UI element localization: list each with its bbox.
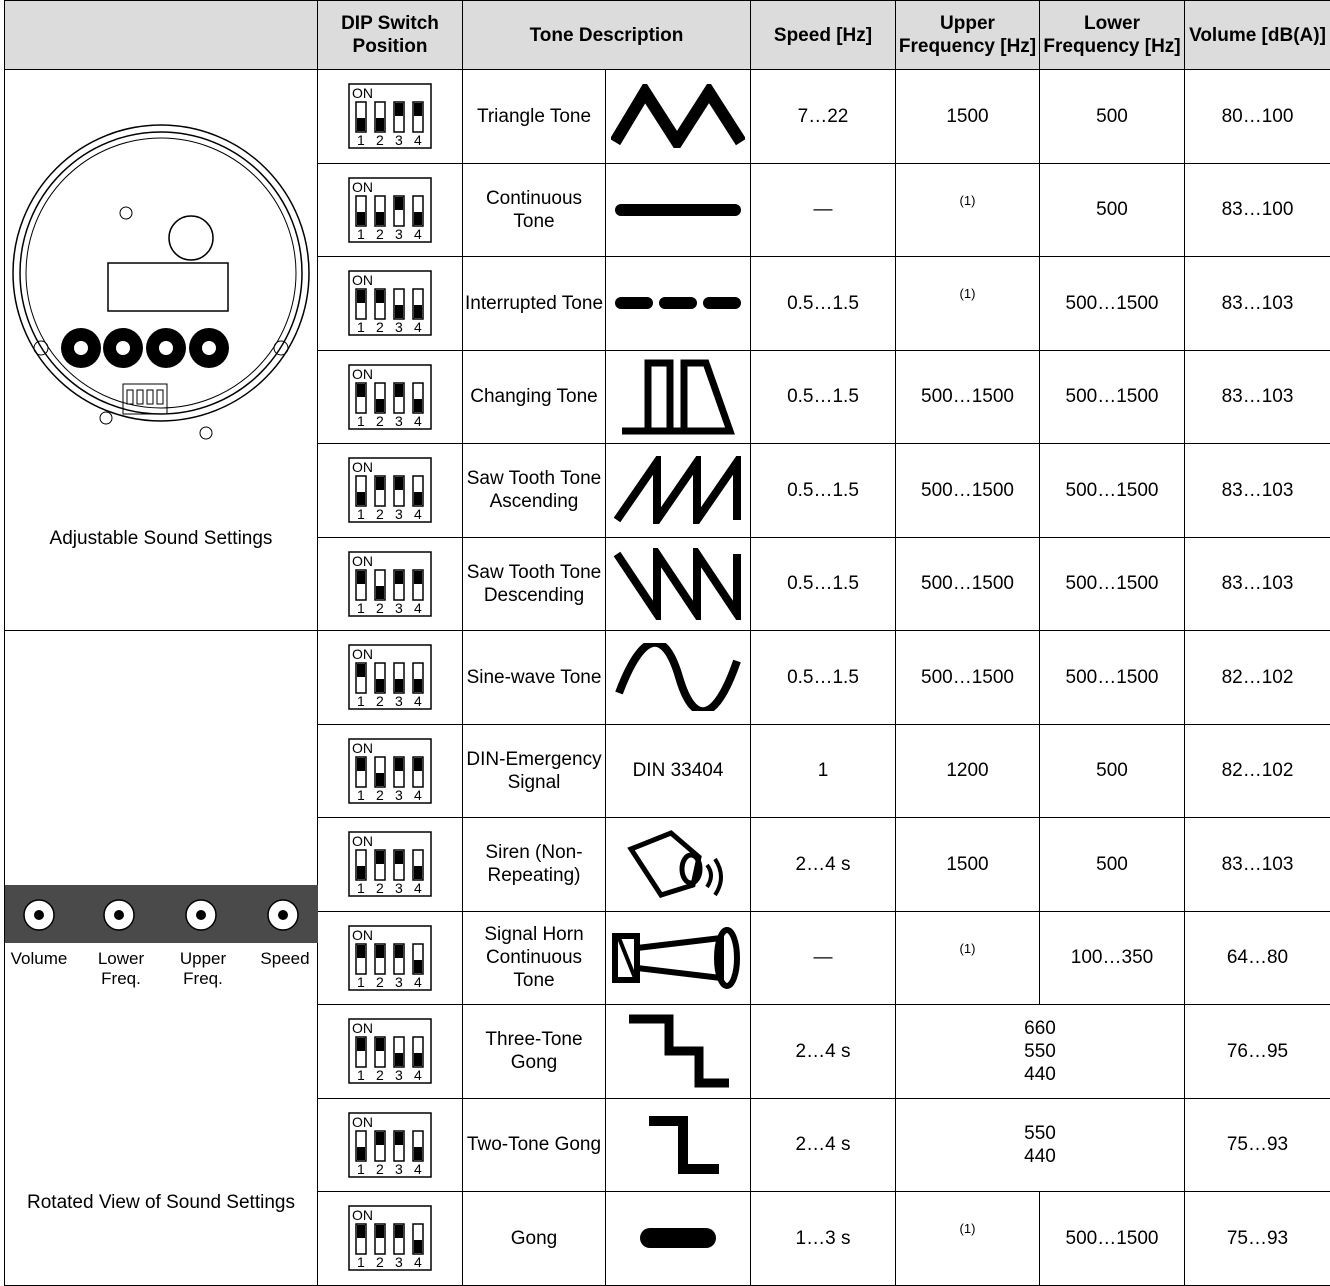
dip-switch-number: 4 — [414, 413, 422, 429]
dip-switch-icon — [348, 925, 432, 991]
dip-switch-knob — [357, 1225, 365, 1238]
lower-frequency-value: 500 — [1040, 724, 1185, 818]
dip-switch-number: 2 — [376, 600, 384, 616]
speed-value: 0.5…1.5 — [751, 257, 896, 351]
dip-switch-knob — [414, 399, 422, 412]
dip-on-label: ON — [352, 1207, 373, 1223]
volume-value: 64…80 — [1185, 911, 1330, 1005]
speed-value: — — [751, 911, 896, 1005]
knob-label-lower-freq: Lower Freq. — [89, 949, 153, 989]
continuous-wave-icon — [606, 163, 751, 257]
header-tone-description: Tone Description — [463, 1, 751, 70]
dip-switch-number: 2 — [376, 413, 384, 429]
three-tone-gong-icon — [606, 1005, 751, 1099]
dip-switch-number: 1 — [357, 1254, 365, 1270]
upper-frequency-value: 1500 — [896, 818, 1040, 912]
potentiometer-row — [61, 328, 229, 368]
tone-name: Interrupted Tone — [463, 257, 606, 351]
din-standard-label: DIN 33404 — [606, 724, 751, 818]
lower-frequency-value: 500…1500 — [1040, 631, 1185, 725]
volume-value: 75…93 — [1185, 1192, 1330, 1286]
dip-switch-number: 2 — [376, 787, 384, 803]
dip-switch-number: 1 — [357, 880, 365, 896]
footnote-marker: (1) — [960, 1221, 976, 1236]
tone-table — [4, 0, 1330, 1286]
dip-switch-number: 4 — [414, 600, 422, 616]
dip-switch-number: 3 — [395, 974, 403, 990]
volume-value: 83…103 — [1185, 257, 1330, 351]
upper-frequency-value: 1500 — [896, 70, 1040, 164]
dip-switch-knob — [395, 851, 403, 864]
tone-name: Changing Tone — [463, 350, 606, 444]
header-dip-position: DIP Switch Position — [318, 1, 463, 70]
lower-frequency-value: 500…1500 — [1040, 257, 1185, 351]
dip-switch-knob — [376, 1225, 384, 1238]
sine-wave-icon — [606, 631, 751, 725]
dip-switch-cell — [318, 444, 463, 538]
dip-switch-number: 3 — [395, 319, 403, 335]
dip-switch-knob — [357, 945, 365, 958]
dip-switch-number: 3 — [395, 1067, 403, 1083]
dip-switch-number: 3 — [395, 693, 403, 709]
dip-switch-number: 4 — [414, 974, 422, 990]
volume-value: 83…103 — [1185, 444, 1330, 538]
upper-frequency-value — [896, 257, 1040, 351]
lower-frequency-value: 100…350 — [1040, 911, 1185, 1005]
dip-switch-knob — [357, 571, 365, 584]
tone-name: Continuous Tone — [463, 163, 606, 257]
volume-value: 83…103 — [1185, 537, 1330, 631]
dip-on-label: ON — [352, 1114, 373, 1130]
dip-switch-number: 4 — [414, 1161, 422, 1177]
dip-switch-knob — [357, 212, 365, 225]
volume-value: 83…100 — [1185, 163, 1330, 257]
dip-switch-number: 1 — [357, 787, 365, 803]
upper-frequency-value: 500…1500 — [896, 350, 1040, 444]
speed-value: 1 — [751, 724, 896, 818]
dip-switch-knob — [376, 212, 384, 225]
volume-value: 76…95 — [1185, 1005, 1330, 1099]
dip-switch-number: 2 — [376, 974, 384, 990]
dip-on-label: ON — [352, 1020, 373, 1036]
sawtooth-descending-icon — [606, 537, 751, 631]
dip-switch-number: 2 — [376, 880, 384, 896]
dip-switch-cell — [318, 163, 463, 257]
rotated-settings-cell — [5, 631, 318, 1286]
gong-frequency: 440 — [896, 1063, 1184, 1086]
knob-label-upper-freq: Upper Freq. — [171, 949, 235, 989]
dip-switch-knob — [414, 866, 422, 879]
dip-switch-number: 1 — [357, 506, 365, 522]
speed-value: 2…4 s — [751, 1005, 896, 1099]
dip-switch-knob — [414, 960, 422, 973]
dip-switch-knob — [376, 1038, 384, 1051]
dip-switch-icon — [348, 177, 432, 243]
dip-switch-knob — [414, 492, 422, 505]
dip-switch-icon — [348, 83, 432, 149]
speed-value: 0.5…1.5 — [751, 350, 896, 444]
header-blank — [5, 1, 318, 70]
dip-switch-knob — [376, 118, 384, 131]
upper-frequency-value: 500…1500 — [896, 537, 1040, 631]
dip-switch-knob — [395, 1053, 403, 1066]
header-speed: Speed [Hz] — [751, 1, 896, 70]
lower-frequency-value: 500…1500 — [1040, 444, 1185, 538]
gong-frequencies — [896, 1098, 1185, 1192]
dip-on-label: ON — [352, 179, 373, 195]
volume-value: 82…102 — [1185, 724, 1330, 818]
volume-value: 80…100 — [1185, 70, 1330, 164]
upper-frequency-value — [896, 1192, 1040, 1286]
dip-switch-cell — [318, 911, 463, 1005]
dip-switch-cell — [318, 350, 463, 444]
dip-switch-number: 4 — [414, 880, 422, 896]
tone-name: Gong — [463, 1192, 606, 1286]
volume-value: 75…93 — [1185, 1098, 1330, 1192]
dip-switch-number: 3 — [395, 413, 403, 429]
changing-wave-icon — [606, 350, 751, 444]
dip-switch-knob — [395, 679, 403, 692]
dip-on-label: ON — [352, 740, 373, 756]
tone-name: Triangle Tone — [463, 70, 606, 164]
upper-frequency-value: 500…1500 — [896, 631, 1040, 725]
dip-switch-number: 3 — [395, 506, 403, 522]
upper-frequency-value: 500…1500 — [896, 444, 1040, 538]
dip-switch-knob — [357, 664, 365, 677]
dip-switch-number: 1 — [357, 413, 365, 429]
dip-switch-number: 1 — [357, 693, 365, 709]
tone-name: Saw Tooth Tone Descending — [463, 537, 606, 631]
rotated-view-caption: Rotated View of Sound Settings — [5, 1191, 317, 1214]
dip-switch-knob — [376, 399, 384, 412]
dip-switch-knob — [414, 758, 422, 771]
dip-switch-knob — [395, 197, 403, 210]
dip-on-label: ON — [352, 85, 373, 101]
dip-switch-knob — [357, 758, 365, 771]
dip-switch-knob — [395, 305, 403, 318]
dip-switch-knob — [414, 679, 422, 692]
dip-switch-knob — [414, 305, 422, 318]
gong-icon — [606, 1192, 751, 1286]
dip-switch-knob — [395, 1225, 403, 1238]
dip-switch-knob — [414, 1053, 422, 1066]
dip-switch-icon — [348, 1205, 432, 1271]
dip-switch-knob — [376, 1132, 384, 1145]
speed-value: 2…4 s — [751, 1098, 896, 1192]
dip-on-label: ON — [352, 553, 373, 569]
knob-label-speed: Speed — [253, 949, 317, 969]
dip-switch-cell — [318, 631, 463, 725]
dip-switch-knob — [376, 679, 384, 692]
dip-switch-knob — [357, 866, 365, 879]
dip-switch-knob — [357, 290, 365, 303]
gong-frequency: 550 — [896, 1122, 1184, 1145]
dip-switch-number: 4 — [414, 1254, 422, 1270]
dip-on-label: ON — [352, 272, 373, 288]
dip-switch-icon — [348, 1018, 432, 1084]
gong-frequency: 550 — [896, 1040, 1184, 1063]
siren-icon — [606, 818, 751, 912]
tone-name: Sine-wave Tone — [463, 631, 606, 725]
tone-name: Signal Horn Continuous Tone — [463, 911, 606, 1005]
volume-value: 82…102 — [1185, 631, 1330, 725]
dip-switch-knob — [414, 1147, 422, 1160]
dip-switch-number: 4 — [414, 787, 422, 803]
signal-horn-icon — [606, 911, 751, 1005]
device-top-view-image — [11, 88, 311, 458]
dip-switch-icon — [348, 644, 432, 710]
header-volume: Volume [dB(A)] — [1185, 1, 1330, 70]
dip-on-label: ON — [352, 646, 373, 662]
dip-switch-knob — [357, 118, 365, 131]
dip-switch-knob — [376, 773, 384, 786]
speed-value: 1…3 s — [751, 1192, 896, 1286]
dip-switch-icon — [348, 831, 432, 897]
dip-switch-knob — [395, 477, 403, 490]
dip-switch-cell — [318, 724, 463, 818]
dip-switch-knob — [395, 384, 403, 397]
dip-switch-number: 3 — [395, 1254, 403, 1270]
header-lower-frequency: Lower Frequency [Hz] — [1040, 1, 1185, 70]
knob-row — [5, 885, 318, 995]
triangle-wave-icon — [606, 70, 751, 164]
dip-switch-icon — [348, 457, 432, 523]
dip-switch-cell — [318, 1005, 463, 1099]
dip-switch-icon — [348, 270, 432, 336]
dip-switch-cell — [318, 70, 463, 164]
gong-frequencies — [896, 1005, 1185, 1099]
dip-switch-number: 3 — [395, 226, 403, 242]
lower-frequency-value: 500 — [1040, 163, 1185, 257]
lower-frequency-value: 500…1500 — [1040, 350, 1185, 444]
tone-name: Three-Tone Gong — [463, 1005, 606, 1099]
dip-switch-knob — [376, 477, 384, 490]
volume-value: 83…103 — [1185, 818, 1330, 912]
speed-value: 0.5…1.5 — [751, 537, 896, 631]
dip-switch-number: 3 — [395, 600, 403, 616]
tone-name: DIN-Emergency Signal — [463, 724, 606, 818]
footnote-marker: (1) — [960, 286, 976, 301]
dip-switch-number: 4 — [414, 506, 422, 522]
dip-switch-number: 4 — [414, 319, 422, 335]
dip-switch-number: 1 — [357, 226, 365, 242]
tone-name: Siren (Non-Repeating) — [463, 818, 606, 912]
dip-switch-knob — [395, 758, 403, 771]
dip-switch-number: 2 — [376, 319, 384, 335]
dip-switch-number: 4 — [414, 693, 422, 709]
dip-switch-knob — [357, 1147, 365, 1160]
lower-frequency-value: 500 — [1040, 70, 1185, 164]
dip-switch-number: 1 — [357, 600, 365, 616]
dip-switch-knob — [376, 586, 384, 599]
gong-frequency: 440 — [896, 1145, 1184, 1168]
dip-switch-knob — [357, 492, 365, 505]
dip-switch-knob — [395, 1132, 403, 1145]
speed-value: 7…22 — [751, 70, 896, 164]
dip-switch-number: 2 — [376, 1254, 384, 1270]
dip-switch-knob — [395, 103, 403, 116]
dip-switch-knob — [376, 945, 384, 958]
interrupted-wave-icon — [606, 257, 751, 351]
dip-switch-number: 1 — [357, 1067, 365, 1083]
dip-switch-icon — [348, 1112, 432, 1178]
knob-label-volume: Volume — [7, 949, 71, 969]
table-row — [5, 631, 1330, 725]
dip-on-label: ON — [352, 366, 373, 382]
dip-switch-number: 3 — [395, 132, 403, 148]
adjustable-settings-cell — [5, 70, 318, 631]
dip-switch-knob — [414, 212, 422, 225]
adjustable-sound-settings-caption: Adjustable Sound Settings — [5, 527, 317, 550]
dip-switch-number: 1 — [357, 319, 365, 335]
speed-value: 0.5…1.5 — [751, 631, 896, 725]
lower-frequency-value: 500…1500 — [1040, 537, 1185, 631]
dip-on-label: ON — [352, 927, 373, 943]
dip-switch-number: 2 — [376, 1067, 384, 1083]
dip-switch-number: 4 — [414, 132, 422, 148]
dip-on-label: ON — [352, 459, 373, 475]
volume-value: 83…103 — [1185, 350, 1330, 444]
dip-switch-number: 3 — [395, 787, 403, 803]
footnote-marker: (1) — [960, 193, 976, 208]
lower-frequency-value: 500 — [1040, 818, 1185, 912]
dip-switch-knob — [357, 1038, 365, 1051]
dip-switch-knob — [414, 103, 422, 116]
dip-switch-knob — [357, 384, 365, 397]
speed-value: 2…4 s — [751, 818, 896, 912]
dip-switch-icon — [348, 738, 432, 804]
upper-frequency-value — [896, 911, 1040, 1005]
dip-switch-cell — [318, 1192, 463, 1286]
header-row — [5, 1, 1330, 70]
dip-switch-cell — [318, 257, 463, 351]
dip-switch-number: 4 — [414, 1067, 422, 1083]
dip-switch-knob — [376, 851, 384, 864]
dip-switch-cell — [318, 1098, 463, 1192]
dip-switch-cell — [318, 537, 463, 631]
gong-frequency: 660 — [896, 1017, 1184, 1040]
dip-switch-knob — [414, 1240, 422, 1253]
upper-frequency-value — [896, 163, 1040, 257]
dip-switch-number: 1 — [357, 974, 365, 990]
sawtooth-ascending-icon — [606, 444, 751, 538]
dip-switch-number: 4 — [414, 226, 422, 242]
dip-switch-number: 2 — [376, 132, 384, 148]
dip-switch-number: 2 — [376, 506, 384, 522]
dip-switch-number: 3 — [395, 1161, 403, 1177]
footnote-marker: (1) — [960, 941, 976, 956]
speed-value: — — [751, 163, 896, 257]
two-tone-gong-icon — [606, 1098, 751, 1192]
tone-name: Saw Tooth Tone Ascending — [463, 444, 606, 538]
speed-value: 0.5…1.5 — [751, 444, 896, 538]
header-upper-frequency: Upper Frequency [Hz] — [896, 1, 1040, 70]
dip-switch-knob — [395, 571, 403, 584]
table-row — [5, 70, 1330, 164]
dip-switch-knob — [414, 571, 422, 584]
dip-switch-icon — [348, 551, 432, 617]
tone-name: Two-Tone Gong — [463, 1098, 606, 1192]
dip-switch-knob — [376, 290, 384, 303]
lower-frequency-value: 500…1500 — [1040, 1192, 1185, 1286]
dip-switch-number: 1 — [357, 132, 365, 148]
dip-switch-number: 2 — [376, 693, 384, 709]
dip-switch-number: 2 — [376, 1161, 384, 1177]
dip-switch-knob — [395, 945, 403, 958]
dip-switch-icon — [348, 364, 432, 430]
dip-switch-number: 2 — [376, 226, 384, 242]
dip-switch-number: 1 — [357, 1161, 365, 1177]
dip-switch-number: 3 — [395, 880, 403, 896]
dip-on-label: ON — [352, 833, 373, 849]
upper-frequency-value: 1200 — [896, 724, 1040, 818]
dip-switch-cell — [318, 818, 463, 912]
